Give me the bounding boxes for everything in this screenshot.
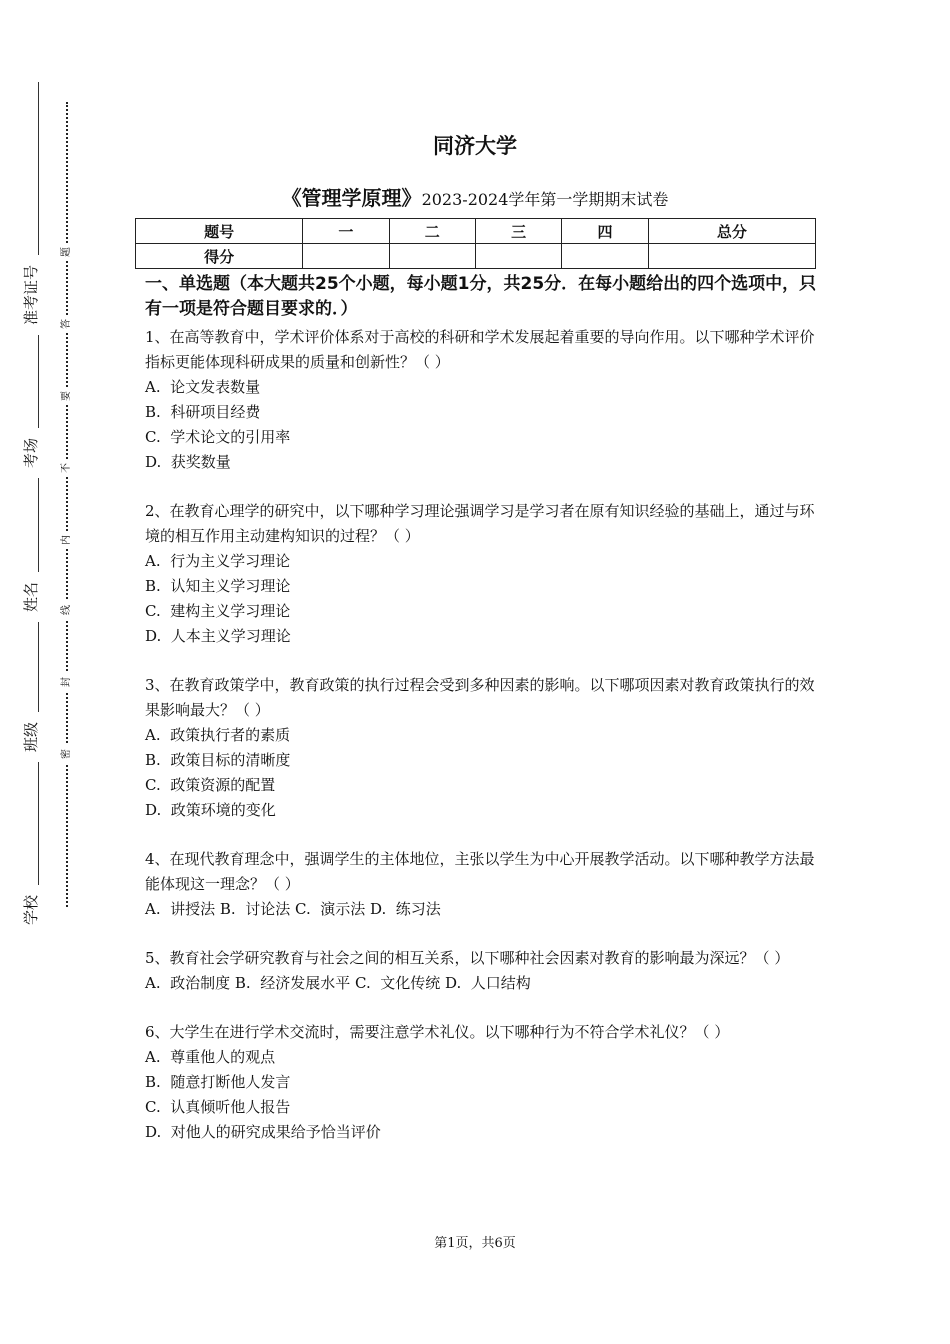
- question-stem: 6、大学生在进行学术交流时，需要注意学术礼仪。以下哪种行为不符合学术礼仪？（ ）: [145, 1023, 730, 1041]
- question-options-inline: A. 讲授法 B. 讨论法 C. 演示法 D. 练习法: [145, 900, 441, 918]
- score-table-header-row: [136, 219, 816, 244]
- seal-char: 密: [58, 745, 76, 763]
- score-cell: 总分: [648, 219, 815, 244]
- question-option: C. 政策资源的配置: [145, 776, 276, 794]
- score-cell: 三: [475, 219, 561, 244]
- course-name: 《管理学原理》: [281, 186, 422, 210]
- question-option: C. 学术论文的引用率: [145, 428, 291, 446]
- field-name: 姓名: [18, 572, 44, 622]
- seal-char: 封: [58, 673, 76, 691]
- question-option: A. 尊重他人的观点: [145, 1048, 276, 1066]
- question-stem: 1、在高等教育中，学术评价体系对于高校的科研和学术发展起着重要的导向作用。以下哪种学术评价指标更能体现科研成果的质量和创新性？（ ）: [145, 328, 815, 371]
- school-title: 同济大学: [433, 134, 517, 158]
- score-entry-cell[interactable]: [648, 244, 815, 269]
- seal-char: 题: [58, 243, 76, 261]
- question-option: A. 政策执行者的素质: [145, 726, 291, 744]
- score-cell: 四: [562, 219, 648, 244]
- exam-content: [145, 272, 825, 1169]
- question-1: [145, 325, 825, 475]
- score-cell: 得分: [136, 244, 303, 269]
- field-class: 班级: [18, 712, 44, 762]
- question-option: B. 认知主义学习理论: [145, 577, 291, 595]
- field-exam-id: 准考证号: [18, 255, 44, 335]
- question-option: B. 随意打断他人发言: [145, 1073, 291, 1091]
- exam-term: 2023-2024学年第一学期期末试卷: [421, 190, 669, 209]
- question-option: D. 对他人的研究成果给予恰当评价: [145, 1123, 381, 1141]
- question-option: D. 获奖数量: [145, 453, 231, 471]
- page-footer: 第1页，共6页: [434, 1236, 516, 1251]
- question-option: B. 政策目标的清晰度: [145, 751, 291, 769]
- seal-char: 答: [58, 315, 76, 333]
- seal-char: 不: [58, 459, 76, 477]
- seal-char: 内: [58, 531, 76, 549]
- question-stem: 4、在现代教育理念中，强调学生的主体地位，主张以学生为中心开展教学活动。以下哪种教学方法最能体现这一理念？（ ）: [145, 850, 815, 893]
- score-table-score-row: [136, 244, 816, 269]
- question-option: A. 论文发表数量: [145, 378, 261, 396]
- binding-dotted-line: [66, 102, 68, 907]
- question-stem: 5、教育社会学研究教育与社会之间的相互关系，以下哪种社会因素对教育的影响最为深远？（ ）: [145, 949, 790, 967]
- score-cell: 二: [389, 219, 475, 244]
- question-option: D. 人本主义学习理论: [145, 627, 291, 645]
- question-option: A. 行为主义学习理论: [145, 552, 291, 570]
- field-exam-room: 考场: [18, 428, 44, 478]
- question-options-inline: A. 政治制度 B. 经济发展水平 C. 文化传统 D. 人口结构: [145, 974, 531, 992]
- question-stem: 2、在教育心理学的研究中，以下哪种学习理论强调学习是学习者在原有知识经验的基础上，通过与环境的相互作用主动建构知识的过程？（ ）: [145, 502, 815, 545]
- seal-char: 线: [58, 601, 76, 619]
- question-option: C. 认真倾听他人报告: [145, 1098, 291, 1116]
- question-6: [145, 1020, 825, 1145]
- question-3: [145, 673, 825, 823]
- score-table: [135, 218, 816, 269]
- question-option: C. 建构主义学习理论: [145, 602, 291, 620]
- score-entry-cell[interactable]: [475, 244, 561, 269]
- question-option: B. 科研项目经费: [145, 403, 261, 421]
- exam-subtitle: [0, 182, 950, 211]
- question-5: [145, 946, 825, 996]
- score-entry-cell[interactable]: [303, 244, 389, 269]
- score-entry-cell[interactable]: [562, 244, 648, 269]
- score-cell: 题号: [136, 219, 303, 244]
- question-option: D. 政策环境的变化: [145, 801, 276, 819]
- field-school: 学校: [18, 885, 44, 935]
- question-stem: 3、在教育政策学中，教育政策的执行过程会受到多种因素的影响。以下哪项因素对教育政策执行的效果影响最大？（ ）: [145, 676, 815, 719]
- section-heading: 一、单选题（本大题共25个小题，每小题1分，共25分．在每小题给出的四个选项中，只有一项是符合题目要求的．）: [145, 274, 817, 319]
- score-cell: 一: [303, 219, 389, 244]
- question-2: [145, 499, 825, 649]
- question-4: [145, 847, 825, 922]
- score-entry-cell[interactable]: [389, 244, 475, 269]
- seal-char: 要: [58, 387, 76, 405]
